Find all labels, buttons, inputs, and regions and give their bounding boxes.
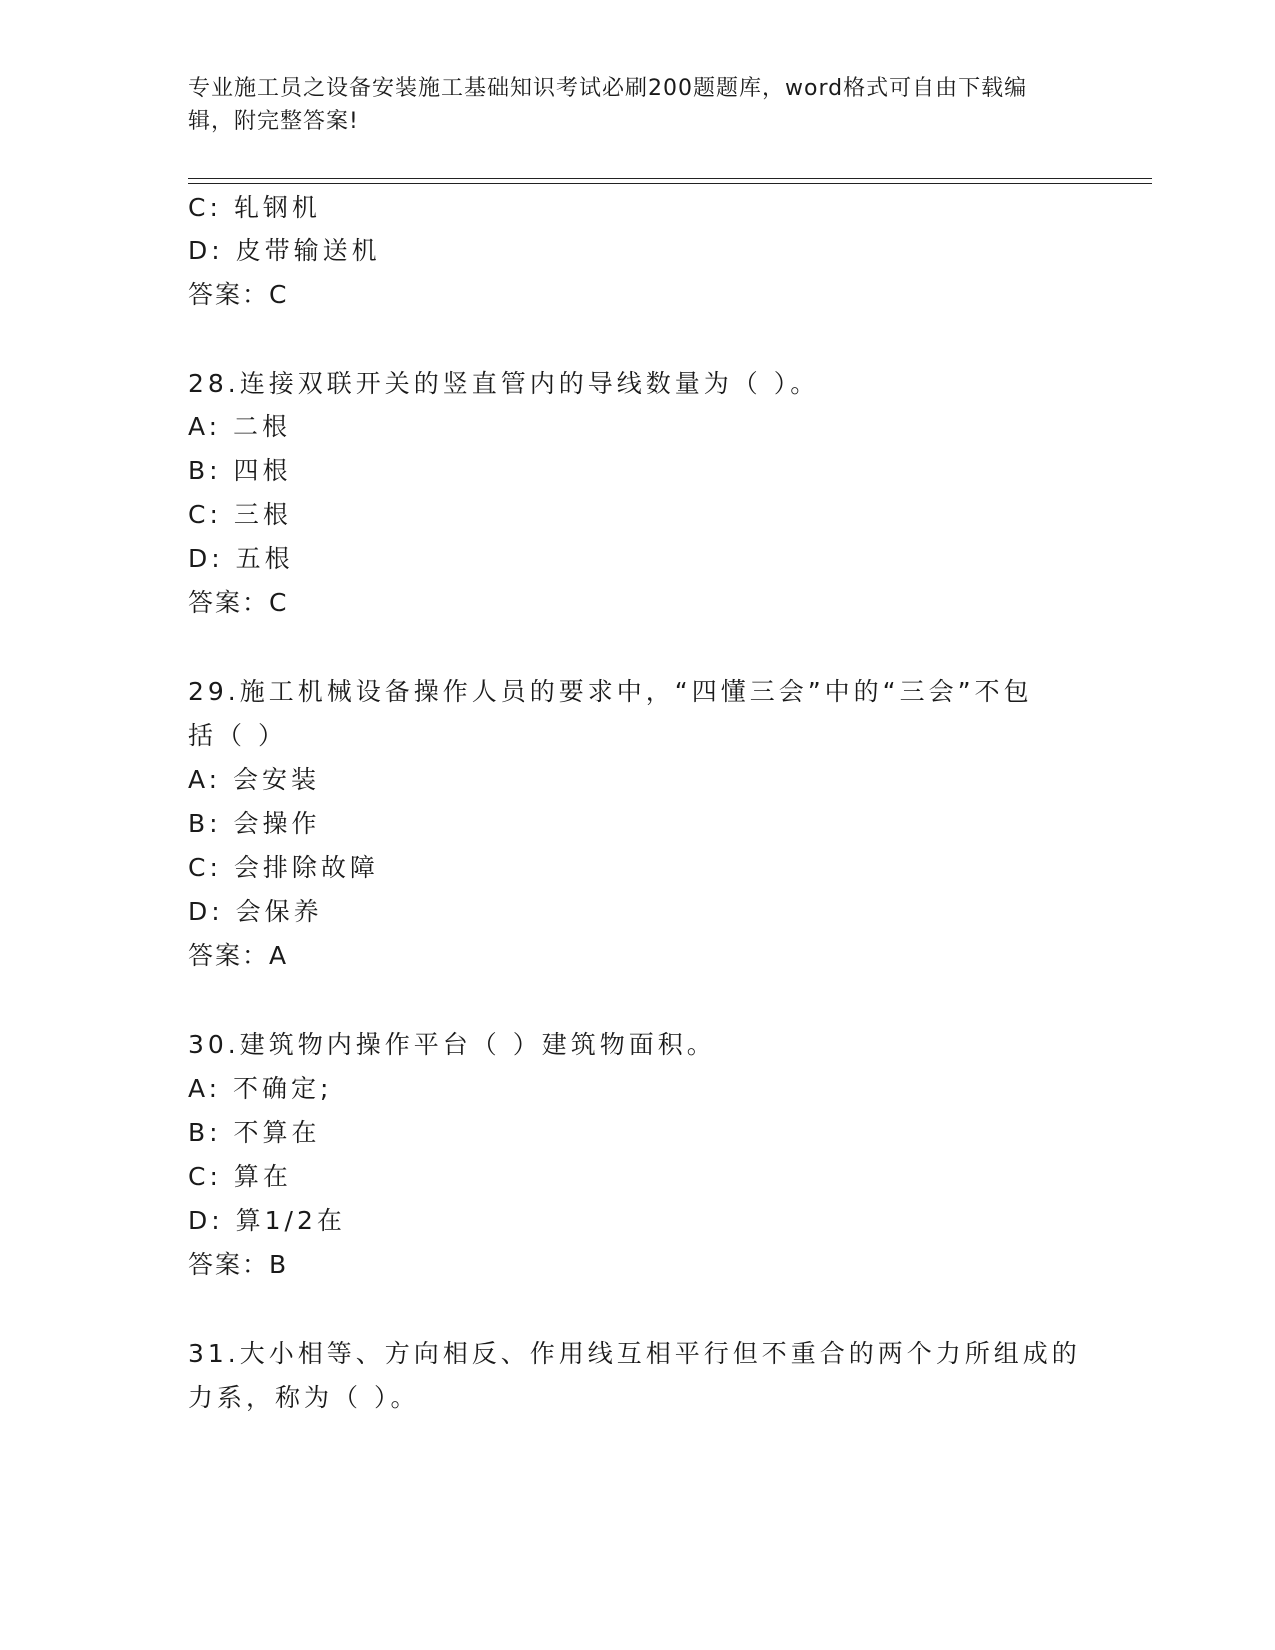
option-d: D: 皮带输送机 <box>188 236 381 265</box>
option-a: A: 二根 <box>188 412 292 441</box>
answer: 答案：A <box>188 941 289 970</box>
option-c: C: 三根 <box>188 500 292 529</box>
option-b: B: 会操作 <box>188 809 321 838</box>
question-31-stem-line1: 31.大小相等、方向相反、作用线互相平行但不重合的两个力所组成的 <box>188 1339 1081 1368</box>
answer: 答案：C <box>188 280 289 309</box>
document-header: 专业施工员之设备安装施工基础知识考试必刷200题题库，word格式可自由下载编辑，附完整答案! <box>188 76 1028 134</box>
option-d: D: 五根 <box>188 544 294 573</box>
question-30-stem: 30.建筑物内操作平台（ ）建筑物面积。 <box>188 1030 716 1059</box>
header-divider-top <box>188 178 1152 179</box>
option-b: B: 四根 <box>188 456 292 485</box>
option-c: C: 算在 <box>188 1162 292 1191</box>
answer: 答案：B <box>188 1250 289 1279</box>
answer: 答案：C <box>188 588 289 617</box>
option-b: B: 不算在 <box>188 1118 321 1147</box>
question-28-stem: 28.连接双联开关的竖直管内的导线数量为（ ）。 <box>188 369 820 398</box>
option-a: A: 不确定; <box>188 1074 333 1103</box>
option-d: D: 算1/2在 <box>188 1206 346 1235</box>
header-divider-bottom <box>188 183 1152 184</box>
option-a: A: 会安装 <box>188 765 321 794</box>
option-c: C: 轧钢机 <box>188 193 321 222</box>
question-29-stem-line1: 29.施工机械设备操作人员的要求中，“四懂三会”中的“三会”不包 <box>188 677 1033 706</box>
option-d: D: 会保养 <box>188 897 323 926</box>
option-c: C: 会排除故障 <box>188 853 379 882</box>
question-31-stem-line2: 力系，称为（ ）。 <box>188 1383 420 1412</box>
question-29-stem-line2: 括（ ） <box>188 721 287 750</box>
